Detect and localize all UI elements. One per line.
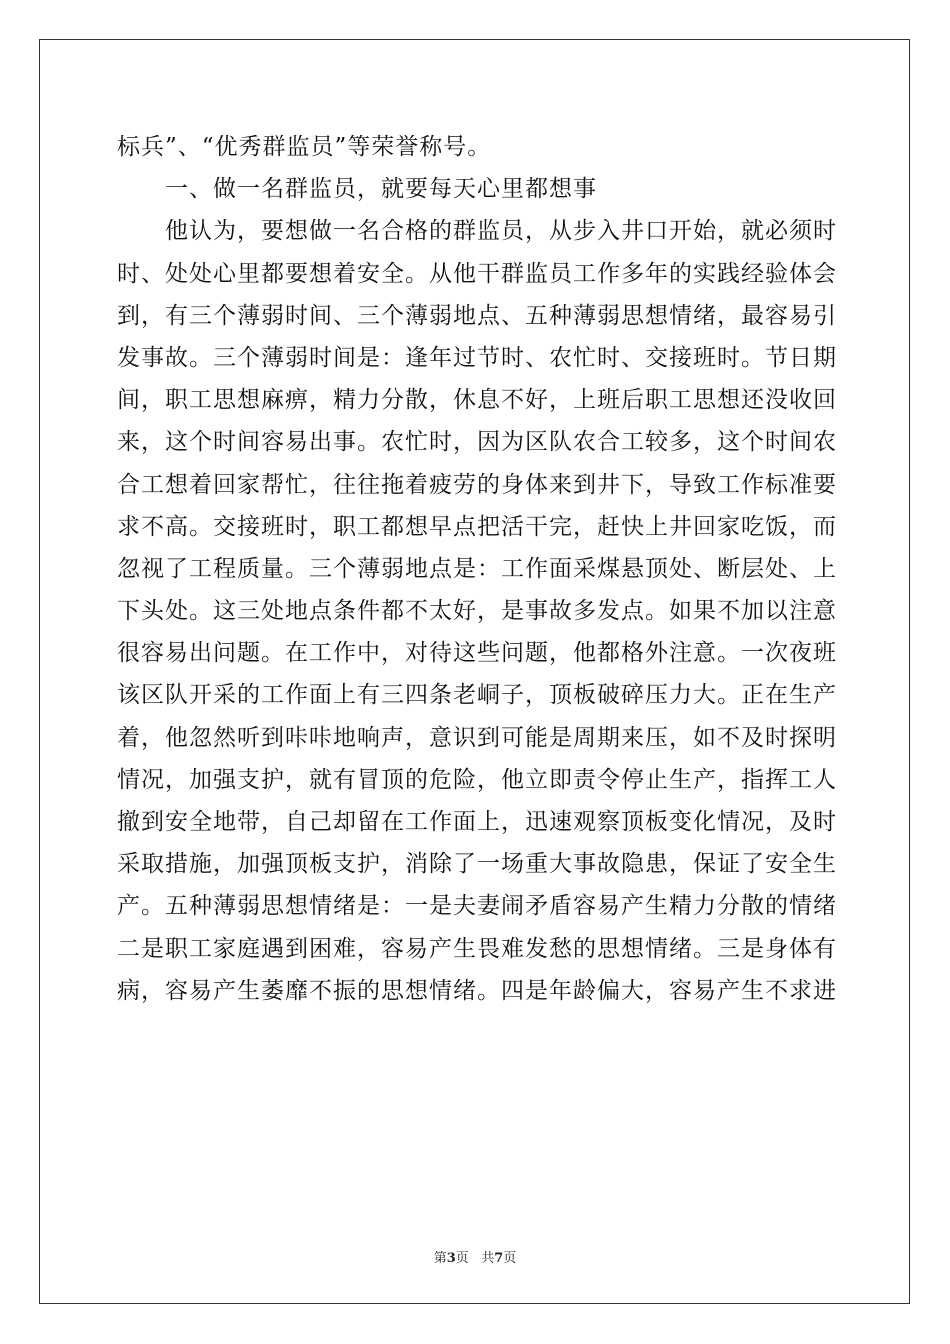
text-line: 到，有三个薄弱时间、三个薄弱地点、五种薄弱思想情绪，最容易引: [117, 302, 837, 329]
text-line: 该区队开采的工作面上有三四条老峒子，顶板破碎压力大。正在生产: [117, 682, 837, 709]
text-line: 合工想着回家帮忙，往往拖着疲劳的身体来到井下，导致工作标准要: [117, 471, 837, 498]
page-prefix: 第: [433, 1251, 447, 1266]
total-page-count: 7: [494, 1251, 504, 1266]
text-line: 时、处处心里都要想着安全。从他干群监员工作多年的实践经验体会: [117, 260, 837, 287]
current-page-number: 3: [446, 1251, 456, 1266]
text-line: 情况，加强支护，就有冒顶的危险，他立即责令停止生产，指挥工人: [117, 766, 837, 793]
text-line: 忽视了工程质量。三个薄弱地点是：工作面采煤悬顶处、断层处、上: [117, 555, 837, 582]
text-line: 标兵”、“优秀群监员”等荣誉称号。: [117, 134, 492, 160]
text-line: 他认为，要想做一名合格的群监员，从步入井口开始，就必须时: [165, 218, 837, 245]
total-suffix: 页: [503, 1251, 517, 1266]
document-body: [117, 126, 837, 1012]
page-suffix: 页: [455, 1251, 469, 1266]
text-line: 撤到安全地带，自己却留在工作面上，迅速观察顶板变化情况，及时: [117, 809, 837, 835]
text-line: 很容易出问题。在工作中，对待这些问题，他都格外注意。一次夜班: [117, 640, 837, 667]
text-line: 病，容易产生萎靡不振的思想情绪。四是年龄偏大，容易产生不求进: [117, 977, 837, 1004]
section-heading: 一、做一名群监员，就要每天心里都想事: [165, 176, 597, 203]
total-prefix: 共: [481, 1251, 495, 1266]
text-line: 发事故。三个薄弱时间是：逢年过节时、农忙时、交接班时。节日期: [117, 344, 837, 371]
text-line: 着，他忽然听到咔咔地响声，意识到可能是周期来压，如不及时探明: [117, 724, 837, 751]
text-line: 来，这个时间容易出事。农忙时，因为区队农合工较多，这个时间农: [117, 429, 837, 456]
text-line: 求不高。交接班时，职工都想早点把活干完，赶快上井回家吃饭，而: [117, 513, 837, 540]
text-line: 间，职工思想麻痹，精力分散，休息不好，上班后职工思想还没收回: [117, 387, 837, 414]
page-number-footer: [0, 1247, 950, 1266]
text-line: 产。五种薄弱思想情绪是：一是夫妻闹矛盾容易产生精力分散的情绪: [117, 893, 837, 920]
text-line: 采取措施，加强顶板支护，消除了一场重大事故隐患，保证了安全生: [117, 851, 837, 878]
text-line: 下头处。这三处地点条件都不太好，是事故多发点。如果不加以注意: [117, 598, 837, 625]
text-line: 二是职工家庭遇到困难，容易产生畏难发愁的思想情绪。三是身体有: [117, 935, 837, 962]
